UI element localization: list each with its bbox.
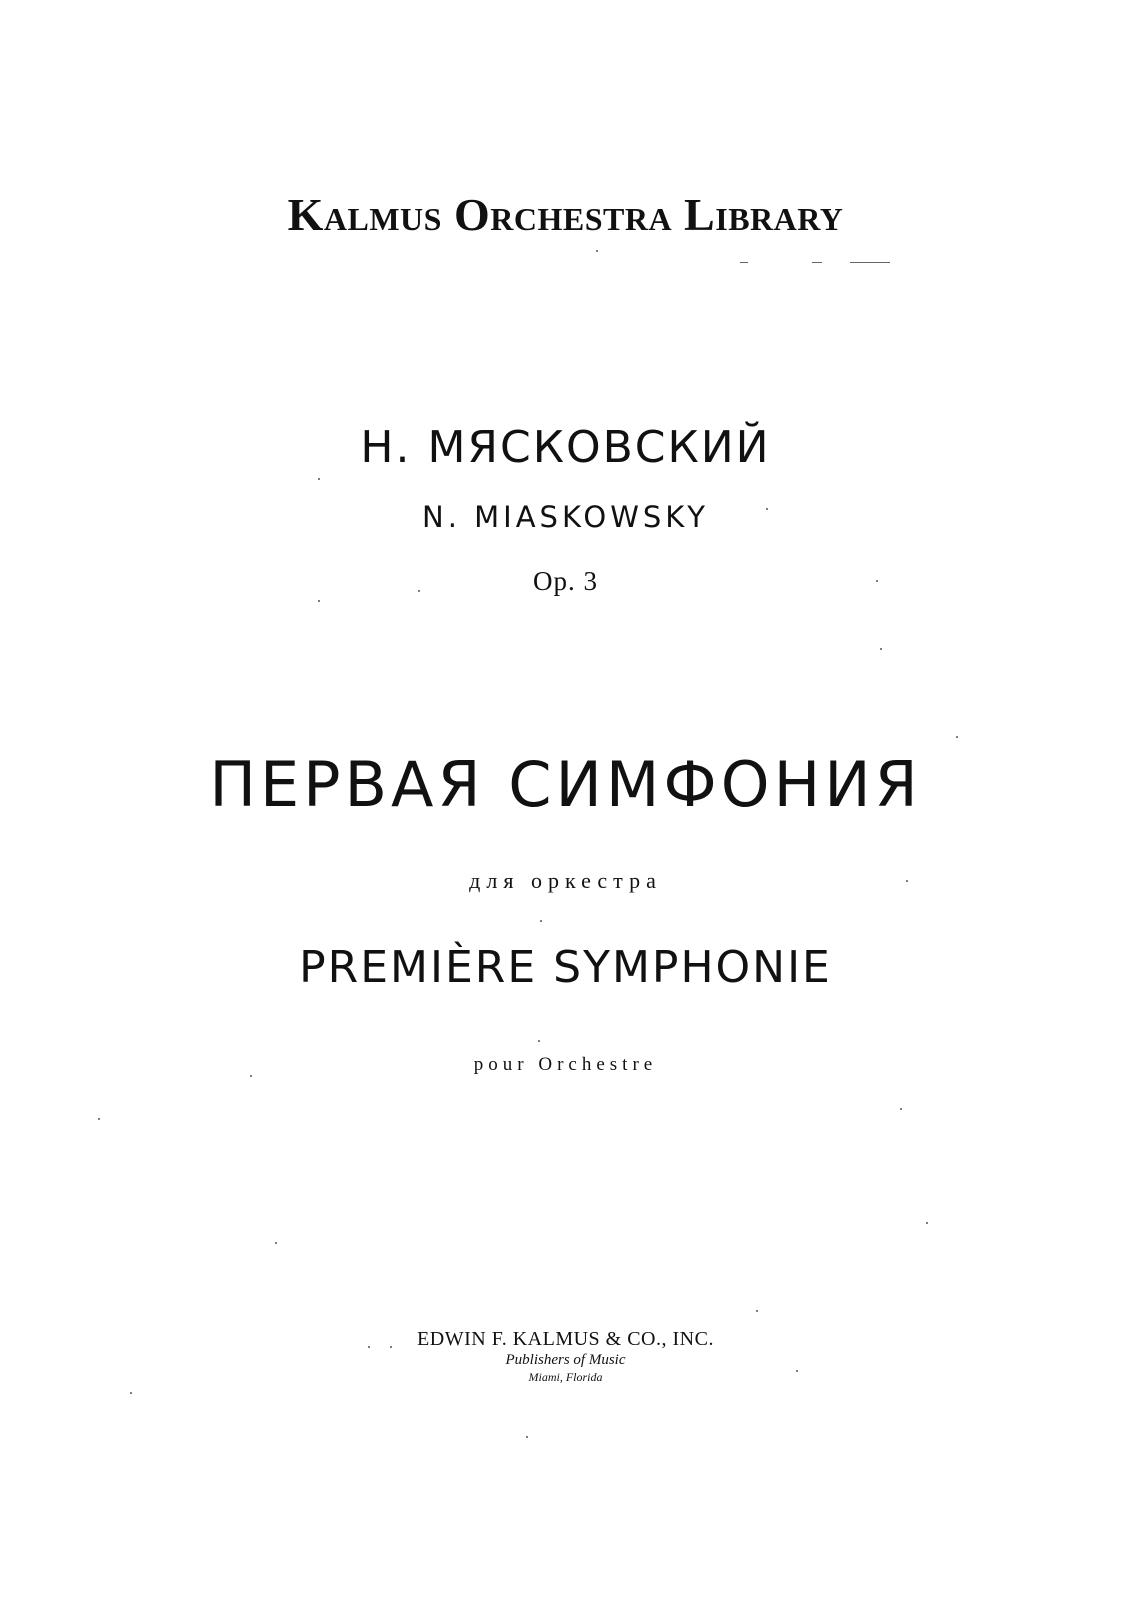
scan-speck: [538, 1040, 540, 1042]
series-title: Kalmus Orchestra Library: [287, 189, 844, 240]
scan-speck: [275, 1242, 277, 1244]
scan-speck: [880, 648, 882, 650]
scan-speck: [250, 1075, 252, 1077]
opus-number: Op. 3: [533, 566, 598, 596]
scan-speck: [740, 262, 748, 263]
scan-speck: [596, 250, 598, 252]
scan-speck: [390, 1346, 392, 1348]
publisher-tagline: Publishers of Music: [505, 1352, 626, 1368]
scan-speck: [850, 262, 890, 263]
scan-speck: [540, 920, 542, 922]
publisher-location: Miami, Florida: [528, 1370, 603, 1384]
scan-speck: [130, 1392, 132, 1394]
scan-speck: [98, 1118, 100, 1120]
scan-speck: [318, 600, 320, 602]
scan-speck: [906, 880, 908, 882]
scan-speck: [318, 478, 320, 480]
scan-speck: [766, 508, 768, 510]
publisher-name: EDWIN F. KALMUS & CO., INC.: [417, 1328, 714, 1350]
scan-speck: [956, 736, 958, 738]
scan-speck: [526, 1436, 528, 1438]
scan-speck: [368, 1346, 370, 1348]
composer-name-russian: Н. МЯСКОВСКИЙ: [360, 422, 771, 473]
scan-speck: [796, 1370, 798, 1372]
scan-speck: [812, 262, 822, 263]
scan-speck: [418, 590, 420, 592]
scan-speck: [756, 1310, 758, 1312]
scan-speck: [926, 1222, 928, 1224]
work-subtitle-french: pour Orchestre: [473, 1054, 658, 1075]
scan-speck: [900, 1108, 902, 1110]
composer-name-latin: N. MIASKOWSKY: [422, 500, 709, 534]
work-subtitle-russian: для оркестра: [469, 868, 662, 893]
scan-speck: [876, 580, 878, 582]
work-title-french: PREMIÈRE SYMPHONIE: [299, 942, 832, 993]
work-title-russian: ПЕРВАЯ СИМФОНИЯ: [209, 748, 922, 821]
